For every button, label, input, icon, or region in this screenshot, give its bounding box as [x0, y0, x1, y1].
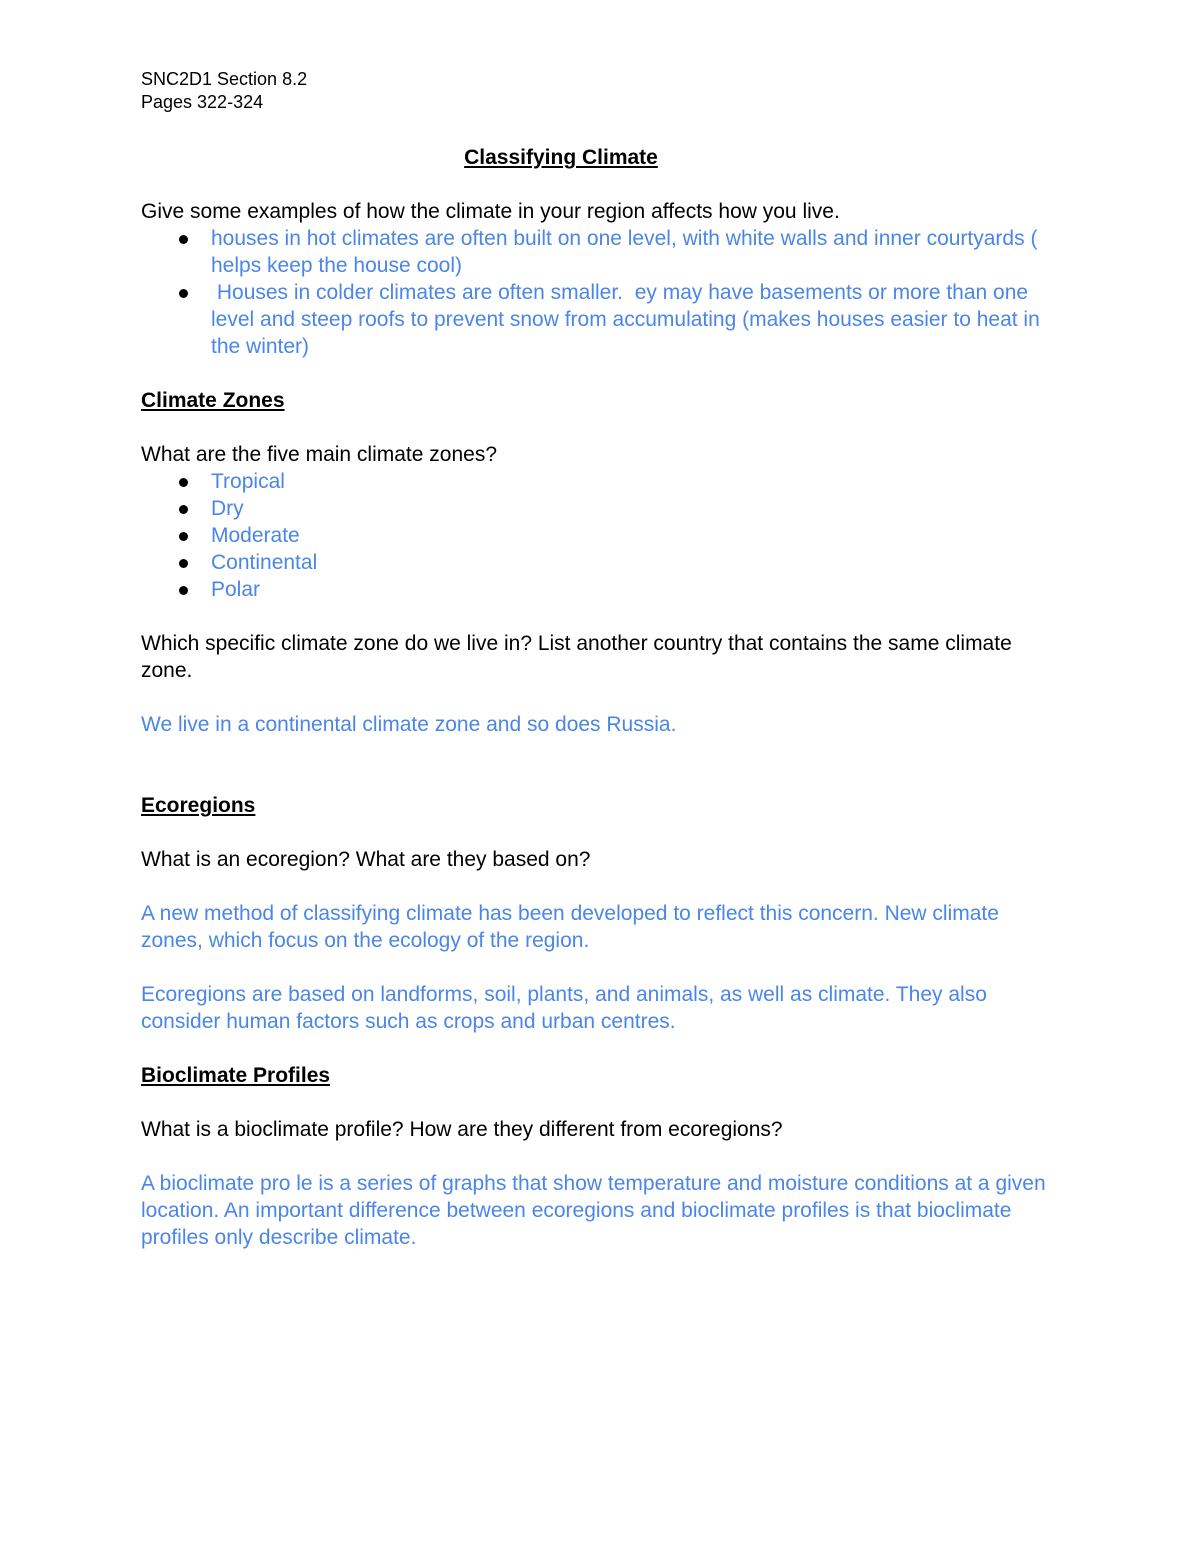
bioclimate-answer: A bioclimate pro le is a series of graphs that show temperature and moisture conditions at a given location. An important difference between ecoregions and bioclimate profiles is that bioclimate profiles only describe climate. — [141, 1172, 1046, 1249]
list-item — [141, 495, 1061, 522]
intro-answer-2: Houses in colder climates are often smaller. ey may have basements or more than one level and steep roofs to prevent snow from accumulating (makes houses easier to heat in the winter) — [211, 281, 1046, 358]
climate-zone-answer-2: We live in a continental climate zone and so does Russia. — [141, 713, 677, 736]
list-item — [141, 225, 1061, 279]
course-code: SNC2D1 Section 8.2 — [141, 69, 308, 89]
intro-question: Give some examples of how the climate in your region affects how you live. — [141, 200, 840, 223]
zone-dry: Dry — [211, 497, 244, 520]
bullet-icon — [179, 289, 188, 298]
climate-zones-question: What are the five main climate zones? — [141, 443, 497, 466]
bullet-icon — [179, 532, 188, 541]
list-item — [141, 522, 1061, 549]
bullet-icon — [179, 505, 188, 514]
zone-continental: Continental — [211, 551, 318, 574]
climate-zones-list — [141, 468, 1061, 603]
ecoregions-heading: Ecoregions — [141, 794, 256, 817]
document-page — [141, 68, 1061, 1251]
bullet-icon — [179, 235, 188, 244]
ecoregions-question: What is an ecoregion? What are they based on? — [141, 848, 591, 871]
bioclimate-heading: Bioclimate Profiles — [141, 1064, 331, 1087]
climate-zones-heading: Climate Zones — [141, 389, 285, 412]
list-item — [141, 279, 1061, 360]
ecoregions-answer-2: Ecoregions are based on landforms, soil, plants, and animals, as well as climate. They also consider human factors such as crops and urban centres. — [141, 983, 987, 1033]
zone-polar: Polar — [211, 578, 261, 601]
list-item — [141, 549, 1061, 576]
zone-tropical: Tropical — [211, 470, 285, 493]
intro-answer-list — [141, 225, 1061, 360]
bullet-icon — [179, 478, 188, 487]
bullet-icon — [179, 559, 188, 568]
intro-answer-1: houses in hot climates are often built on one level, with white walls and inner courtyards ( helps keep the house cool) — [211, 227, 1038, 277]
list-item — [141, 576, 1061, 603]
document-title: Classifying Climate — [464, 146, 658, 169]
climate-zone-question-2: Which specific climate zone do we live in? List another country that contains the same climate zone. — [141, 632, 1012, 682]
bioclimate-question: What is a bioclimate profile? How are they different from ecoregions? — [141, 1118, 783, 1141]
page-range: Pages 322-324 — [141, 92, 264, 112]
list-item — [141, 468, 1061, 495]
zone-moderate: Moderate — [211, 524, 300, 547]
bullet-icon — [179, 586, 188, 595]
ecoregions-answer-1: A new method of classifying climate has been developed to reflect this concern. New climate zones, which focus on the ecology of the region. — [141, 902, 999, 952]
